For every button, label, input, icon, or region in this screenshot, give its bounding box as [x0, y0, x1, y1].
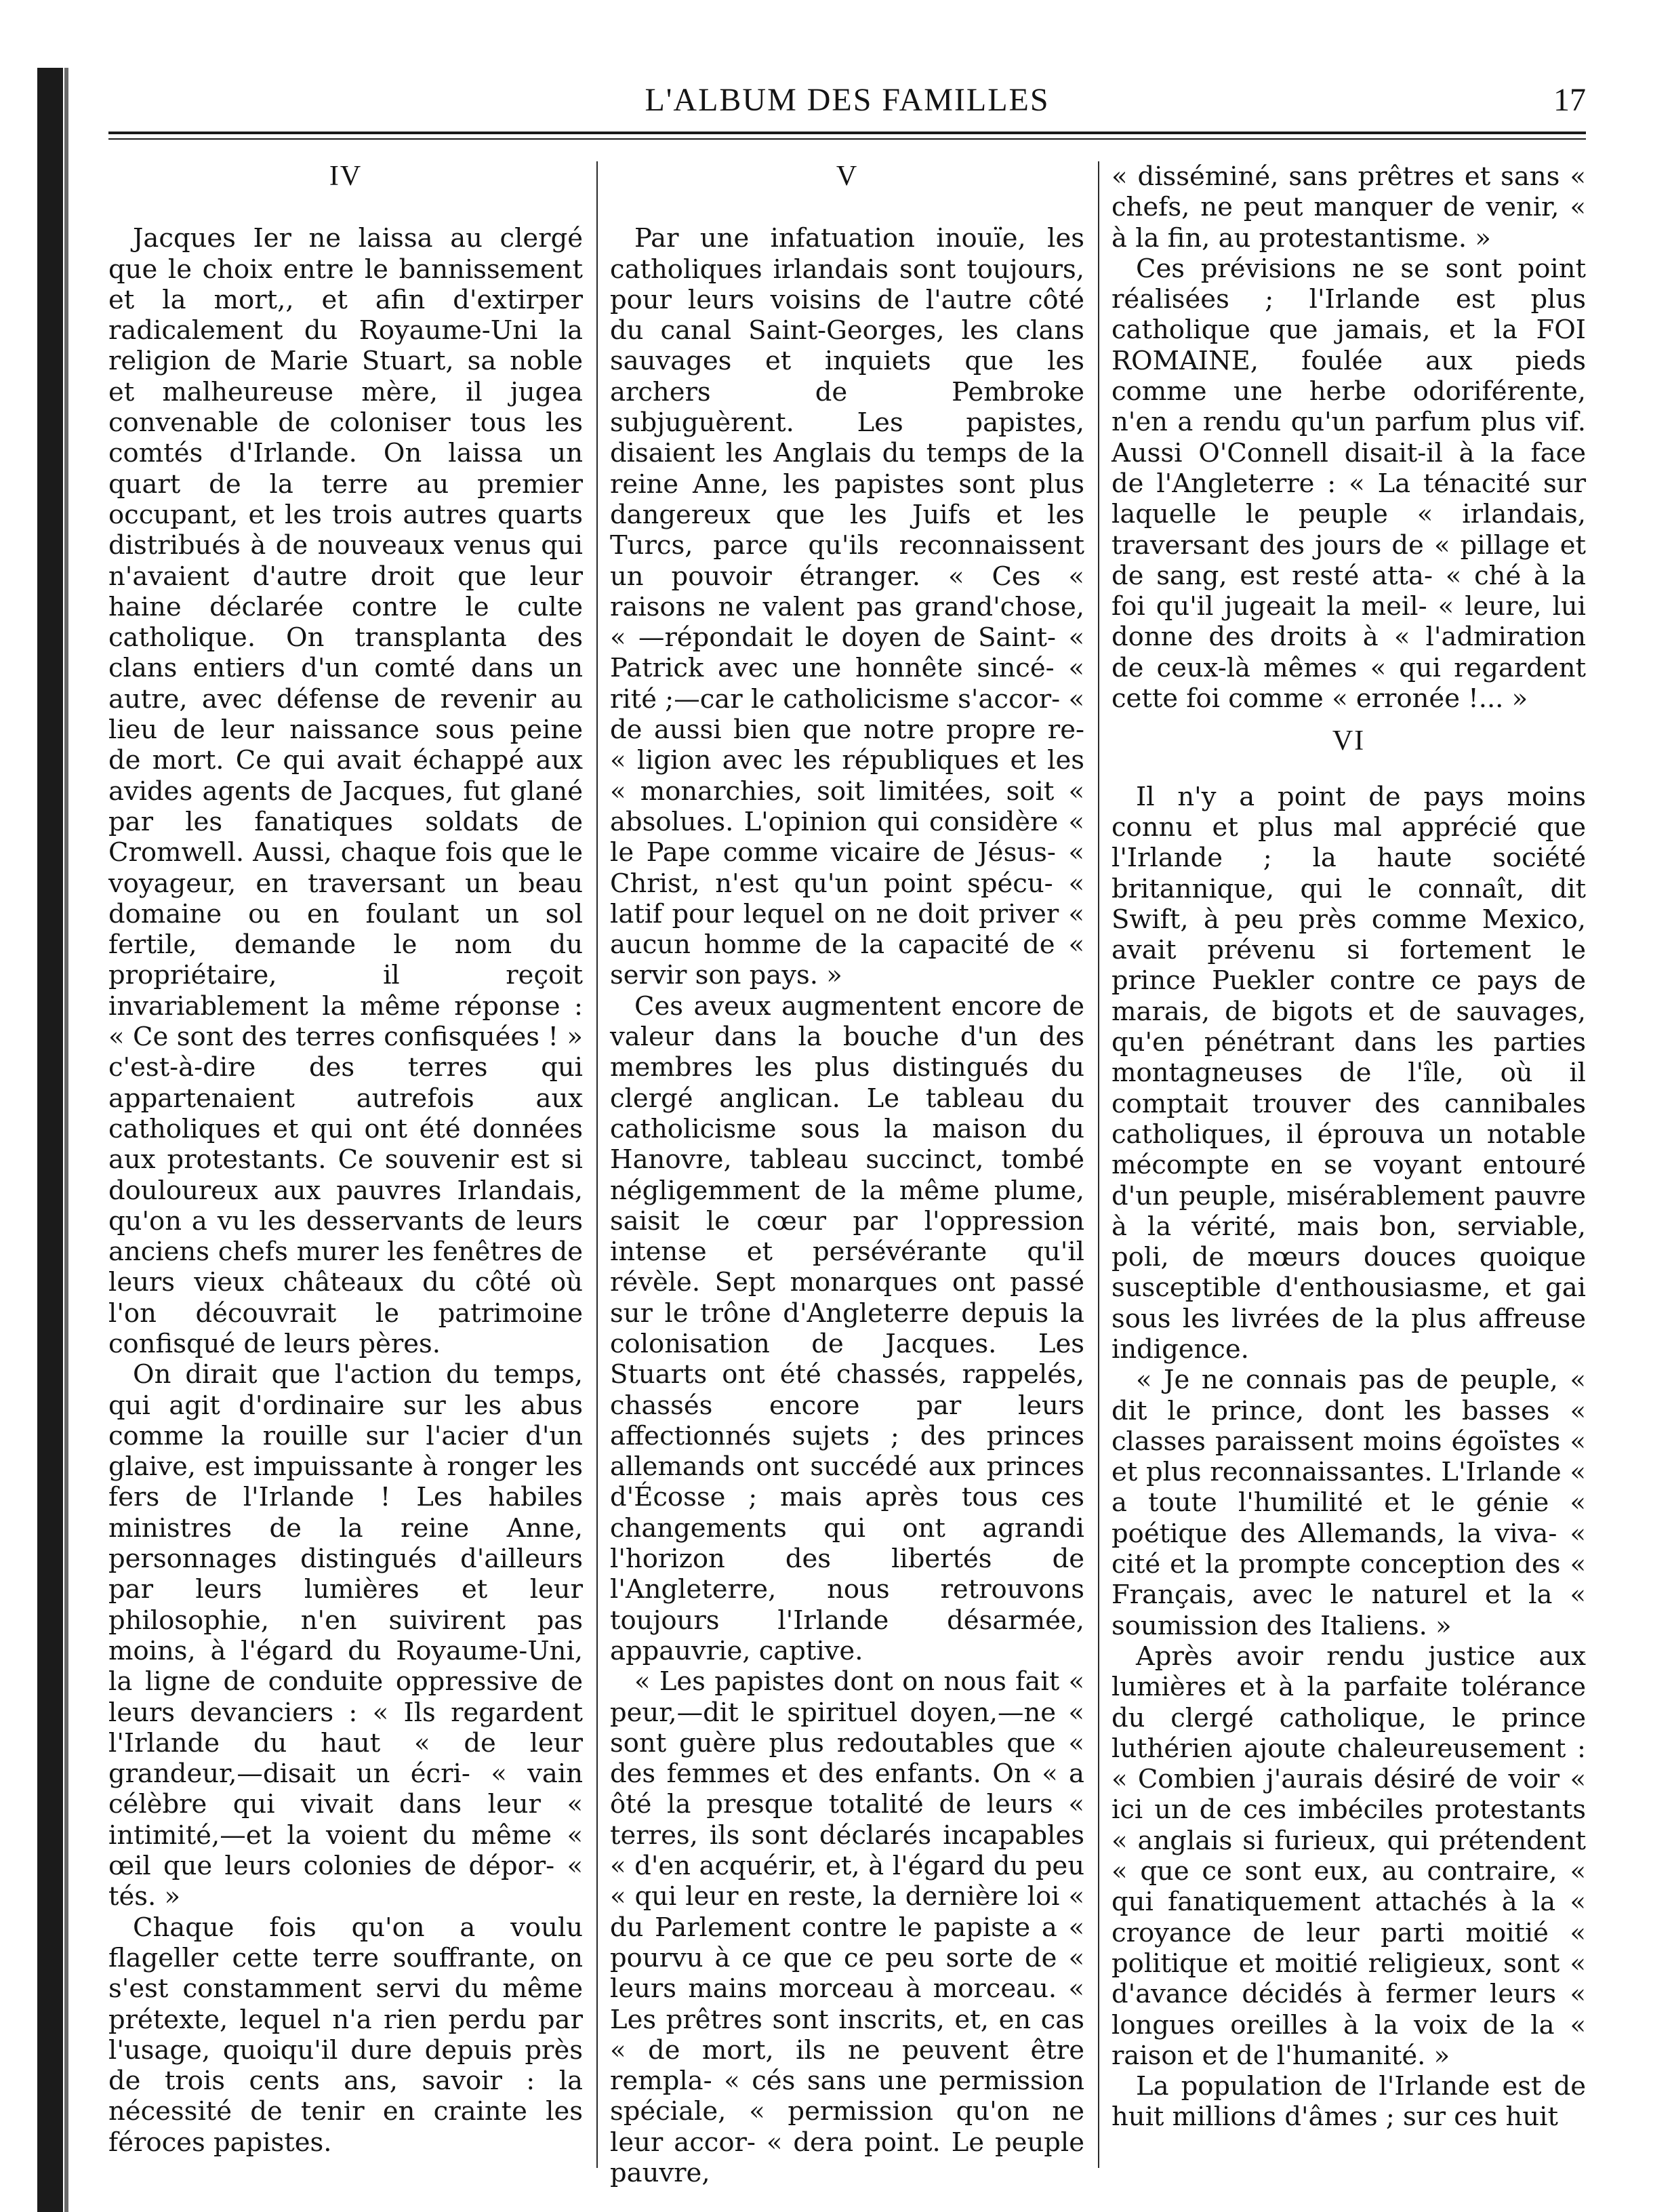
scan-binding-edge	[37, 68, 63, 2212]
section-heading-v: V	[836, 161, 859, 192]
paragraph: Après avoir rendu justice aux lumières et à la parfaite tolérance du clergé catholique, le prince luthérien ajoute chaleureusement : « Combien j'aurais désiré de voir « ici un de ces imbéciles protestants « anglais si furieux, qui prétendent « que ce sont eux, au contraire, « qui fanatiquement attachés à la « croyance de leur parti moitié « politique et moitié religieux, sont « d'avance décidés à fermer leurs « longues oreilles à la voix de la « raison et de l'humanité. »	[1112, 1641, 1586, 2071]
document-page	[108, 75, 1586, 2188]
header-rule-thick	[108, 132, 1586, 134]
running-title: L'ALBUM DES FAMILLES	[645, 82, 1050, 118]
paragraph: Ces aveux augmentent encore de valeur dans la bouche d'un des membres les plus distingués du clergé anglican. Le tableau du catholicisme sous la maison du Hanovre, tableau succinct, tombé négligemment de la même plume, saisit le cœur par l'oppression intense et persévérante qu'il révèle. Sept monarques ont passé sur le trône d'Angleterre depuis la colonisation de Jacques. Les Stuarts ont été chassés, rappelés, chassés encore par leurs affectionnés sujets ; des princes allemands ont succédé aux princes d'Écosse ; mais après tous ces changements qui ont agrandi l'horizon des libertés de l'Angleterre, nous retrouvons toujours l'Irlande désarmée, appauvrie, captive.	[610, 990, 1084, 1666]
column-3	[1112, 161, 1586, 2188]
page-header	[108, 75, 1586, 136]
column-2	[610, 161, 1084, 2188]
page-number: 17	[1553, 82, 1586, 118]
paragraph: Ces prévisions ne se sont point réalisées ; l'Irlande est plus catholique que jamais, et la FOI ROMAINE, foulée aux pieds comme une herbe odoriférente, n'en a rendu qu'un parfum plus vif. Aussi O'Connell disait-il à la face de l'Angleterre : « La ténacité sur laquelle le peuple « irlandais, traversant des jours de « pillage et de sang, est resté atta- « ché à la foi qu'il jugeait la meil- « leure, lui donne des droits à « l'admiration de ceux-là mêmes « qui regardent cette foi comme « erronée !... »	[1112, 253, 1586, 715]
text-columns	[108, 161, 1586, 2188]
column-1	[108, 161, 583, 2188]
paragraph: « Les papistes dont on nous fait « peur,—dit le spirituel doyen,—ne « sont guère plus redoutables que « des femmes et des enfants. On « a ôté la presque totalité de leurs « terres, ils sont déclarés incapables « d'en acquérir, et, à l'égard du peu « qui leur en reste, la dernière loi « du Parlement contre le papiste a « pourvu à ce que ce peu sorte de « leurs mains morceau à morceau. « Les prêtres sont inscrits, et, en cas « de mort, ils ne peuvent être rempla- « cés sans une permission spéciale, « permission qu'on ne leur accor- « dera point. Le peuple pauvre,	[610, 1666, 1084, 2188]
paragraph: « Je ne connais pas de peuple, « dit le prince, dont les basses « classes paraissent moins égoïstes « et plus reconnaissantes. L'Irlande « a toute l'humilité et le génie « poétique des Allemands, la viva- « cité et la prompte conception des « Français, avec le naturel et la « soumission des Italiens. »	[1112, 1365, 1586, 1641]
paragraph: Jacques Ier ne laissa au clergé que le choix entre le bannissement et la mort,, et afin d'extirper radicalement du Royaume-Uni la religion de Marie Stuart, sa noble et malheureuse mère, il jugea convenable de coloniser tous les comtés d'Irlande. On laissa un quart de la terre au premier occupant, et les trois autres quarts distribués à de nouveaux venus qui n'avaient d'autre droit que leur haine déclarée contre le culte catholique. On transplanta des clans entiers d'un comté dans un autre, avec défense de revenir au lieu de leur naissance sous peine de mort. Ce qui avait échappé aux avides agents de Jacques, fut glané par les fanatiques soldats de Cromwell. Aussi, chaque fois que le voyageur, en traversant un beau domaine ou en foulant un sol fertile, demande le nom du propriétaire, il reçoit invariablement la même réponse : « Ce sont des terres confisquées ! » c'est-à-dire des terres qui appartenaient autrefois aux catholiques et qui ont été données aux protestants. Ce souvenir est si douloureux aux pauvres Irlandais, qu'on a vu les desservants de leurs anciens chefs murer les fenêtres de leurs vieux châteaux du côté où l'on découvrait le patrimoine confisqué de leurs pères.	[108, 223, 583, 1359]
paragraph: La population de l'Irlande est de huit millions d'âmes ; sur ces huit	[1112, 2071, 1586, 2133]
header-rule-thin	[108, 138, 1586, 140]
section-heading-iv: IV	[329, 161, 363, 192]
paragraph: On dirait que l'action du temps, qui agit d'ordinaire sur les abus comme la rouille sur l'acier d'un glaive, est impuissante à ronger les fers de l'Irlande ! Les habiles ministres de la reine Anne, personnages distingués d'ailleurs par leurs lumières et leur philosophie, n'en suivirent pas moins, à l'égard du Royaume-Uni, la ligne de conduite oppressive de leurs devanciers : « Ils regardent l'Irlande du haut « de leur grandeur,—disait un écri- « vain célèbre qui vivait dans leur « intimité,—et la voient du même « œil que leurs colonies de dépor- « tés. »	[108, 1359, 583, 1912]
paragraph: Il n'y a point de pays moins connu et plus mal apprécié que l'Irlande ; la haute société britannique, qui le connaît, dit Swift, à peu près comme Mexico, avait prévenu si fortement le prince Puekler contre ce pays de marais, de bigots et de sauvages, qu'en pénétrant dans les parties montagneuses de l'île, où il comptait trouver des cannibales catholiques, il éprouva un notable mécompte en se voyant entouré d'un peuple, misérablement pauvre à la vérité, mais bon, serviable, poli, de mœurs douces quoique susceptible d'enthousiasme, et gai sous les livrées de la plus affreuse indigence.	[1112, 781, 1586, 1365]
paragraph: Chaque fois qu'on a voulu flageller cette terre souffrante, on s'est constamment servi du même prétexte, lequel n'a rien perdu par l'usage, quoiqu'il dure depuis près de trois cents ans, savoir : la nécessité de tenir en crainte les féroces papistes.	[108, 1912, 583, 2158]
section-heading-vi: VI	[1332, 725, 1366, 757]
paragraph: Par une infatuation inouïe, les catholiques irlandais sont toujours, pour leurs voisins de l'autre côté du canal Saint-Georges, les clans sauvages et inquiets que les archers de Pembroke subjuguèrent. Les papistes, disaient les Anglais du temps de la reine Anne, les papistes sont plus dangereux que les Juifs et les Turcs, parce qu'ils reconnaissent un pouvoir étranger. « Ces « raisons ne valent pas grand'chose, « —répondait le doyen de Saint- « Patrick avec une honnête sincé- « rité ;—car le catholicisme s'accor- « de aussi bien que notre propre re- « ligion avec les républiques et les « monarchies, soit limitées, soit « absolues. L'opinion qui considère « le Pape comme vicaire de Jésus- « Christ, n'est qu'un point spécu- « latif pour lequel on ne doit priver « aucun homme de la capacité de « servir son pays. »	[610, 223, 1084, 991]
paragraph-continued: « disséminé, sans prêtres et sans « chefs, ne peut manquer de venir, « à la fin, au protestantisme. »	[1112, 161, 1586, 254]
scan-binding-shadow	[64, 68, 68, 2212]
